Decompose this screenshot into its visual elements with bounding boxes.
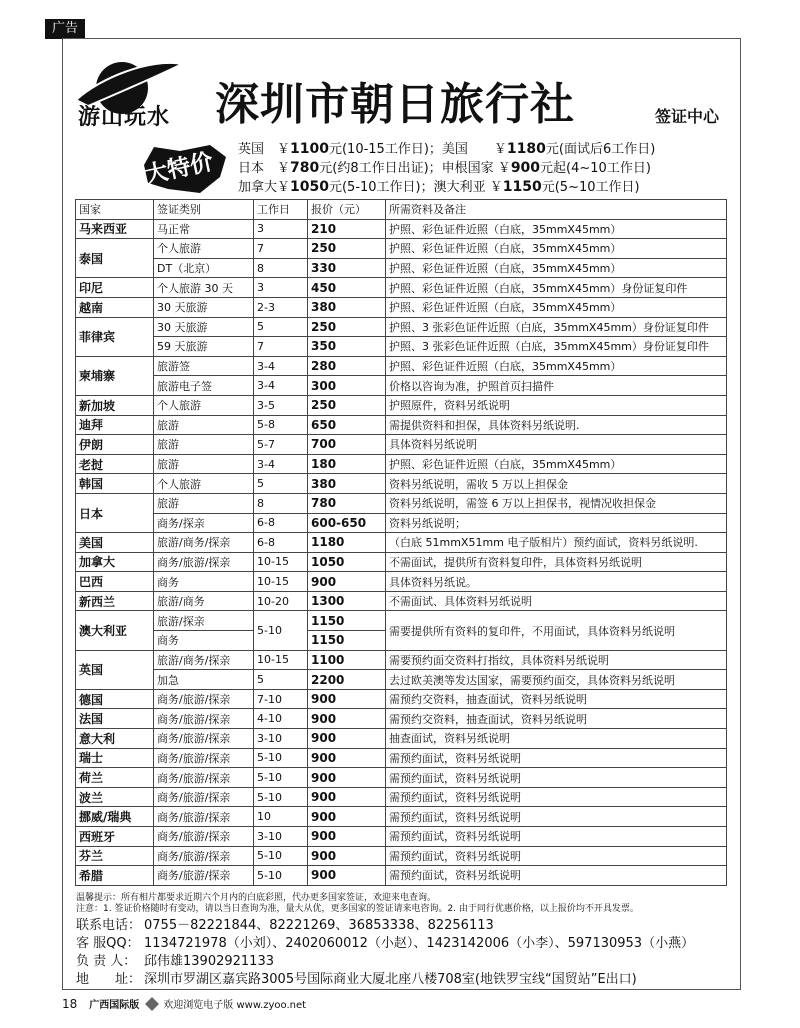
visa-type-cell: 商务/旅游/探亲 <box>154 689 254 709</box>
table-row <box>76 670 727 690</box>
special-price-text: 元(5-10工作日)；澳大利亚 ￥ <box>328 180 503 195</box>
visa-type-cell: 旅游 <box>154 415 254 435</box>
price-cell: 1300 <box>308 591 386 611</box>
special-price-value: 1100 <box>290 141 329 157</box>
table-row <box>76 258 727 278</box>
visa-type-cell: 商务/旅游/探亲 <box>154 827 254 847</box>
notes-cell: 护照、彩色证件近照（白底，35mmX45mm） <box>386 239 727 259</box>
notes-cell: 具体资料另纸说。 <box>386 572 727 592</box>
country-cell: 希腊 <box>76 866 154 886</box>
visa-type-cell: 个人旅游 <box>154 395 254 415</box>
country-cell: 荷兰 <box>76 768 154 788</box>
visa-type-cell: 个人旅游 <box>154 474 254 494</box>
table-row <box>76 866 727 886</box>
price-cell: 250 <box>308 395 386 415</box>
visa-type-cell: 旅游/商务/探亲 <box>154 533 254 553</box>
table-row <box>76 650 727 670</box>
price-cell: 900 <box>308 846 386 866</box>
table-row <box>76 513 727 533</box>
workdays-cell: 5 <box>254 670 308 690</box>
notes-cell: 价格以咨询为准，护照首页扫描件 <box>386 376 727 396</box>
country-cell: 日本 <box>76 493 154 532</box>
workdays-cell: 7-10 <box>254 689 308 709</box>
notes-cell: 资料另纸说明，需签 6 万以上担保书，视情况收担保金 <box>386 493 727 513</box>
notes-cell: 需要预约面交资料打指纹，具体资料另纸说明 <box>386 650 727 670</box>
page-number: 18 <box>62 996 78 1011</box>
workdays-cell: 8 <box>254 493 308 513</box>
table-row <box>76 552 727 572</box>
notes-cell: 需预约面试，资料另纸说明 <box>386 768 727 788</box>
price-cell: 280 <box>308 356 386 376</box>
workdays-cell: 5 <box>254 317 308 337</box>
price-cell: 900 <box>308 709 386 729</box>
workdays-cell: 3-5 <box>254 395 308 415</box>
price-cell: 1180 <box>308 533 386 553</box>
header-country: 国家 <box>76 200 154 220</box>
price-cell: 900 <box>308 729 386 749</box>
page-footer <box>62 996 306 1011</box>
country-cell: 芬兰 <box>76 846 154 866</box>
visa-type-cell: 30 天旅游 <box>154 317 254 337</box>
visa-type-cell: 59 天旅游 <box>154 337 254 357</box>
special-price-text: 元(面试后6工作日) <box>545 142 656 157</box>
workdays-cell: 10-20 <box>254 591 308 611</box>
visa-type-cell: 旅游 <box>154 435 254 455</box>
notes-cell: 需提供资料和担保，具体资料另纸说明. <box>386 415 727 435</box>
country-cell: 法国 <box>76 709 154 729</box>
visa-type-cell: 30 天旅游 <box>154 297 254 317</box>
country-cell: 澳大利亚 <box>76 611 154 650</box>
price-cell: 600-650 <box>308 513 386 533</box>
notes-cell: 需要提供所有资料的复印件，不用面试，具体资料另纸说明 <box>386 611 727 650</box>
visa-center-subtitle: 签证中心 <box>655 107 720 126</box>
phone-label: 联系电话： <box>76 918 142 933</box>
country-cell: 波兰 <box>76 787 154 807</box>
address-label: 地 址： <box>76 972 142 987</box>
contact-phone-row <box>76 917 694 935</box>
workdays-cell: 5-8 <box>254 415 308 435</box>
notes-cell: 去过欧美澳等发达国家，需要预约面交，具体资料另纸说明 <box>386 670 727 690</box>
table-row <box>76 474 727 494</box>
special-price-value: 1050 <box>290 179 329 195</box>
notes-cell: 资料另纸说明，需收 5 万以上担保金 <box>386 474 727 494</box>
visa-type-cell: 个人旅游 <box>154 239 254 259</box>
visa-type-cell: 商务/旅游/探亲 <box>154 787 254 807</box>
country-cell: 印尼 <box>76 278 154 298</box>
contact-block <box>76 917 694 989</box>
visa-type-cell: 商务/旅游/探亲 <box>154 846 254 866</box>
price-cell: 350 <box>308 337 386 357</box>
workdays-cell: 3 <box>254 219 308 239</box>
notes-cell: 护照、彩色证件近照（白底，35mmX45mm） <box>386 297 727 317</box>
visa-type-cell: 商务 <box>154 631 254 651</box>
price-cell: 900 <box>308 866 386 886</box>
table-row <box>76 317 727 337</box>
visa-type-cell: 商务/旅游/探亲 <box>154 729 254 749</box>
notice-block <box>76 893 639 915</box>
country-cell: 意大利 <box>76 729 154 749</box>
qq-label: 客 服QQ： <box>76 936 140 951</box>
special-price-value: 780 <box>290 160 320 176</box>
special-price-text: 元(5~10工作日) <box>541 180 640 195</box>
visa-type-cell: 商务 <box>154 572 254 592</box>
special-price-line <box>238 140 655 159</box>
special-price-text: 元(约8工作日出证)；申根国家 ￥ <box>319 161 511 176</box>
workdays-cell: 8 <box>254 258 308 278</box>
special-price-list <box>238 140 655 197</box>
visa-type-cell: 旅游/探亲 <box>154 611 254 631</box>
workdays-cell: 5-10 <box>254 787 308 807</box>
price-cell: 900 <box>308 689 386 709</box>
agency-title: 深圳市朝日旅行社 <box>215 79 575 130</box>
table-row <box>76 415 727 435</box>
visa-type-cell: 加急 <box>154 670 254 690</box>
table-row <box>76 611 727 631</box>
table-row <box>76 239 727 259</box>
header-price: 报价（元） <box>308 200 386 220</box>
table-row <box>76 533 727 553</box>
notes-cell: 护照、3 张彩色证件近照（白底，35mmX45mm）身份证复印件 <box>386 317 727 337</box>
country-cell: 泰国 <box>76 239 154 278</box>
visa-type-cell: 商务/旅游/探亲 <box>154 768 254 788</box>
special-price-text: 元(10-15工作日)；美国 ￥ <box>328 142 507 157</box>
visa-type-cell: 旅游/商务 <box>154 591 254 611</box>
country-cell: 加拿大 <box>76 552 154 572</box>
visa-type-cell: 商务/旅游/探亲 <box>154 709 254 729</box>
special-price-value: 1150 <box>502 179 542 195</box>
notes-cell: 不需面试，提供所有资料复印件，具体资料另纸说明 <box>386 552 727 572</box>
workdays-cell: 5-10 <box>254 768 308 788</box>
table-row <box>76 356 727 376</box>
notes-cell: 资料另纸说明； <box>386 513 727 533</box>
workdays-cell: 5 <box>254 474 308 494</box>
table-row <box>76 787 727 807</box>
price-cell: 900 <box>308 787 386 807</box>
notes-cell: 不需面试、具体资料另纸说明 <box>386 591 727 611</box>
notice-tip: 温馨提示：所有相片都要求近期六个月内的白底彩照，代办更多国家签证，欢迎来电查询。 <box>76 893 437 903</box>
website-link[interactable]: 欢迎浏览电子版 www.zyoo.net <box>163 1000 307 1011</box>
price-cell: 380 <box>308 297 386 317</box>
publication-name: 广西国际版 <box>89 1000 140 1011</box>
special-price-line <box>238 178 655 197</box>
price-cell: 250 <box>308 239 386 259</box>
notes-cell: 需预约面试，资料另纸说明 <box>386 807 727 827</box>
workdays-cell: 5-10 <box>254 846 308 866</box>
country-cell: 瑞士 <box>76 748 154 768</box>
special-price-value: 1180 <box>506 141 546 157</box>
price-cell: 900 <box>308 572 386 592</box>
table-row <box>76 827 727 847</box>
notes-cell: 需预约面试，资料另纸说明 <box>386 846 727 866</box>
notes-cell: 护照、彩色证件近照（白底，35mmX45mm） <box>386 356 727 376</box>
price-cell: 2200 <box>308 670 386 690</box>
workdays-cell: 5-7 <box>254 435 308 455</box>
country-cell: 挪威/瑞典 <box>76 807 154 827</box>
table-row <box>76 376 727 396</box>
special-price-text: 加拿大￥ <box>238 180 291 195</box>
person-name: 邱伟雄13902921133 <box>144 954 274 969</box>
special-price-text: 元起(4~10工作日) <box>540 161 651 176</box>
country-cell: 英国 <box>76 650 154 689</box>
visa-type-cell: 旅游 <box>154 454 254 474</box>
notes-cell: 需预约面试，资料另纸说明 <box>386 827 727 847</box>
country-cell: 柬埔寨 <box>76 356 154 395</box>
notes-cell: （白底 51mmX51mm 电子版相片）预约面试，资料另纸说明. <box>386 533 727 553</box>
qq-numbers: 1134721978（小刘）、2402060012（小赵）、1423142006（小李）、597130953（小燕） <box>144 936 695 951</box>
table-row <box>76 846 727 866</box>
price-cell: 1150 <box>308 631 386 651</box>
workdays-cell: 3-4 <box>254 356 308 376</box>
visa-type-cell: 个人旅游 30 天 <box>154 278 254 298</box>
workdays-cell: 4-10 <box>254 709 308 729</box>
workdays-cell: 10 <box>254 807 308 827</box>
workdays-cell: 3-10 <box>254 729 308 749</box>
country-cell: 巴西 <box>76 572 154 592</box>
visa-type-cell: 商务/旅游/探亲 <box>154 807 254 827</box>
visa-type-cell: 商务/探亲 <box>154 513 254 533</box>
workdays-cell: 7 <box>254 239 308 259</box>
notes-cell: 需预约面试，资料另纸说明 <box>386 866 727 886</box>
workdays-cell: 3 <box>254 278 308 298</box>
workdays-cell: 6-8 <box>254 533 308 553</box>
phone-numbers: 0755－82221844、82221269、36853338、82256113 <box>144 918 494 933</box>
table-row <box>76 768 727 788</box>
workdays-cell: 2-3 <box>254 297 308 317</box>
workdays-cell: 3-10 <box>254 827 308 847</box>
visa-price-table <box>75 199 727 886</box>
table-row <box>76 278 727 298</box>
table-row <box>76 572 727 592</box>
workdays-cell: 5-10 <box>254 748 308 768</box>
price-cell: 1050 <box>308 552 386 572</box>
logo-text: 游山玩水 <box>78 105 171 130</box>
address-text: 深圳市罗湖区嘉宾路3005号国际商业大厦北座八楼708室(地铁罗宝线“国贸站”E出口) <box>144 972 637 987</box>
table-row <box>76 807 727 827</box>
price-cell: 900 <box>308 748 386 768</box>
notes-cell: 具体资料另纸说明 <box>386 435 727 455</box>
workdays-cell: 6-8 <box>254 513 308 533</box>
header-notes: 所需资料及备注 <box>386 200 727 220</box>
price-cell: 450 <box>308 278 386 298</box>
ad-tag: 广告 <box>45 19 85 39</box>
notes-cell: 护照、彩色证件近照（白底，35mmX45mm） <box>386 219 727 239</box>
workdays-cell: 10-15 <box>254 552 308 572</box>
table-row <box>76 454 727 474</box>
price-cell: 1150 <box>308 611 386 631</box>
table-row <box>76 689 727 709</box>
price-cell: 780 <box>308 493 386 513</box>
contact-qq-row <box>76 935 694 953</box>
country-cell: 老挝 <box>76 454 154 474</box>
country-cell: 西班牙 <box>76 827 154 847</box>
notes-cell: 需预约交资料，抽查面试，资料另纸说明 <box>386 709 727 729</box>
table-row <box>76 219 727 239</box>
visa-type-cell: 旅游/商务/探亲 <box>154 650 254 670</box>
special-price-text: 英国 ￥ <box>238 142 291 157</box>
price-cell: 300 <box>308 376 386 396</box>
country-cell: 伊朗 <box>76 435 154 455</box>
table-row <box>76 337 727 357</box>
price-cell: 900 <box>308 807 386 827</box>
header-workdays: 工作日 <box>254 200 308 220</box>
table-row <box>76 729 727 749</box>
visa-type-cell: 商务/旅游/探亲 <box>154 552 254 572</box>
contact-person-row <box>76 953 694 971</box>
price-cell: 180 <box>308 454 386 474</box>
price-cell: 250 <box>308 317 386 337</box>
notes-cell: 护照原件，资料另纸说明 <box>386 395 727 415</box>
special-price-badge: 大特价 <box>142 149 216 189</box>
price-cell: 1100 <box>308 650 386 670</box>
country-cell: 新西兰 <box>76 591 154 611</box>
workdays-cell: 7 <box>254 337 308 357</box>
special-price-value: 900 <box>510 160 541 176</box>
contact-address-row <box>76 971 694 989</box>
person-label: 负 责 人： <box>76 954 137 969</box>
price-cell: 380 <box>308 474 386 494</box>
workdays-cell: 3-4 <box>254 376 308 396</box>
country-cell: 迪拜 <box>76 415 154 435</box>
country-cell: 新加坡 <box>76 395 154 415</box>
workdays-cell: 10-15 <box>254 650 308 670</box>
visa-type-cell: DT（北京） <box>154 258 254 278</box>
country-cell: 德国 <box>76 689 154 709</box>
notes-cell: 抽查面试，资料另纸说明 <box>386 729 727 749</box>
table-row <box>76 395 727 415</box>
price-cell: 700 <box>308 435 386 455</box>
country-cell: 越南 <box>76 297 154 317</box>
country-cell: 韩国 <box>76 474 154 494</box>
visa-type-cell: 旅游签 <box>154 356 254 376</box>
table-row <box>76 748 727 768</box>
notes-cell: 护照、彩色证件近照（白底，35mmX45mm） <box>386 454 727 474</box>
notes-cell: 护照、3 张彩色证件近照（白底，35mmX45mm）身份证复印件 <box>386 337 727 357</box>
country-cell: 菲律宾 <box>76 317 154 356</box>
notes-cell: 护照、彩色证件近照（白底，35mmX45mm） <box>386 258 727 278</box>
price-cell: 650 <box>308 415 386 435</box>
workdays-cell: 10-15 <box>254 572 308 592</box>
visa-type-cell: 旅游 <box>154 493 254 513</box>
visa-type-cell: 马正常 <box>154 219 254 239</box>
visa-type-cell: 商务/旅游/探亲 <box>154 866 254 886</box>
publication-emblem-icon <box>145 997 159 1011</box>
workdays-cell: 5-10 <box>254 611 308 650</box>
table-row <box>76 591 727 611</box>
country-cell: 马来西亚 <box>76 219 154 239</box>
special-price-line <box>238 159 655 178</box>
notes-cell: 需预约面试，资料另纸说明 <box>386 787 727 807</box>
price-cell: 900 <box>308 768 386 788</box>
workdays-cell: 3-4 <box>254 454 308 474</box>
price-cell: 900 <box>308 827 386 847</box>
visa-type-cell: 旅游电子签 <box>154 376 254 396</box>
notes-cell: 护照、彩色证件近照（白底，35mmX45mm）身份证复印件 <box>386 278 727 298</box>
notes-cell: 需预约面试，资料另纸说明 <box>386 748 727 768</box>
visa-type-cell: 商务/旅游/探亲 <box>154 748 254 768</box>
price-cell: 210 <box>308 219 386 239</box>
price-cell: 330 <box>308 258 386 278</box>
table-row <box>76 709 727 729</box>
special-price-text: 日本 ￥ <box>238 161 291 176</box>
workdays-cell: 5-10 <box>254 866 308 886</box>
header-visa-type: 签证类别 <box>154 200 254 220</box>
table-header-row <box>76 200 727 220</box>
notice-attention: 注意：1. 签证价格随时有变动，请以当日查询为准，量大从优，更多国家的签证请来电咨询。2. 由于同行优惠价格，以上报价均不开具发票。 <box>76 904 639 914</box>
table-row <box>76 297 727 317</box>
country-cell: 美国 <box>76 533 154 553</box>
table-row <box>76 493 727 513</box>
notes-cell: 需预约交资料，抽查面试，资料另纸说明 <box>386 689 727 709</box>
table-row <box>76 435 727 455</box>
